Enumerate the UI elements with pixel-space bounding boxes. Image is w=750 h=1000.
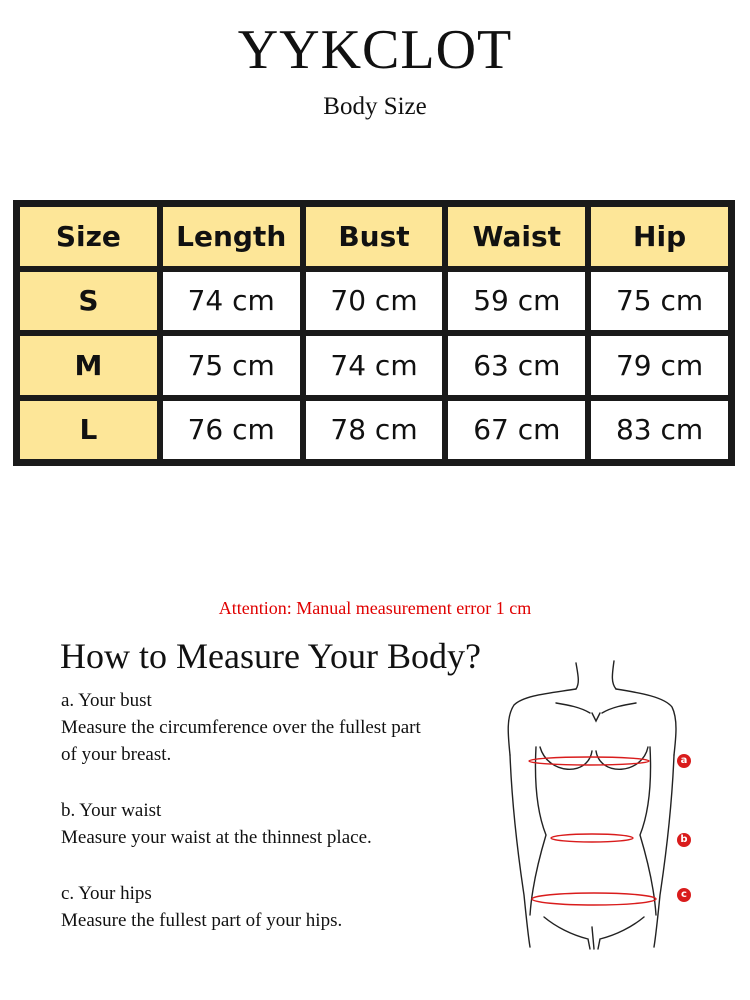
col-header-hip: Hip (588, 204, 731, 269)
waist-value: 63 cm (445, 333, 588, 398)
hip-value: 83 cm (588, 398, 731, 463)
step-hips (61, 880, 342, 934)
length-value: 74 cm (160, 269, 303, 334)
step-waist (61, 797, 372, 851)
attention-note: Attention: Manual measurement error 1 cm (218, 598, 532, 618)
body-outline-figure (496, 655, 696, 955)
table-header-row (17, 204, 731, 269)
length-value: 75 cm (160, 333, 303, 398)
step-description: of your breast. (61, 744, 172, 765)
step-bust (61, 687, 421, 768)
size-chart-table (13, 200, 735, 466)
bust-value: 70 cm (303, 269, 446, 334)
table-row (17, 333, 731, 398)
col-header-waist: Waist (445, 204, 588, 269)
size-label: L (17, 398, 160, 463)
size-label: S (17, 269, 160, 334)
hip-value: 75 cm (588, 269, 731, 334)
brand-title: YYKCLOT (237, 19, 513, 81)
step-heading: b. Your waist (61, 800, 162, 821)
hip-value: 79 cm (588, 333, 731, 398)
marker-a-badge: a (677, 754, 691, 768)
marker-b-badge: b (677, 833, 691, 847)
col-header-length: Length (160, 204, 303, 269)
step-description: Measure your waist at the thinnest place. (61, 827, 372, 848)
step-heading: c. Your hips (61, 883, 152, 904)
bust-value: 74 cm (303, 333, 446, 398)
step-heading: a. Your bust (61, 690, 152, 711)
col-header-bust: Bust (303, 204, 446, 269)
page-subtitle: Body Size (323, 93, 427, 120)
step-description: Measure the circumference over the fullest part (61, 717, 421, 738)
col-header-size: Size (17, 204, 160, 269)
guide-title: How to Measure Your Body? (60, 636, 481, 676)
waist-value: 59 cm (445, 269, 588, 334)
length-value: 76 cm (160, 398, 303, 463)
bust-value: 78 cm (303, 398, 446, 463)
step-description: Measure the fullest part of your hips. (61, 910, 343, 931)
table-row (17, 269, 731, 334)
size-label: M (17, 333, 160, 398)
table-row (17, 398, 731, 463)
marker-c-badge: c (677, 888, 691, 902)
waist-value: 67 cm (445, 398, 588, 463)
